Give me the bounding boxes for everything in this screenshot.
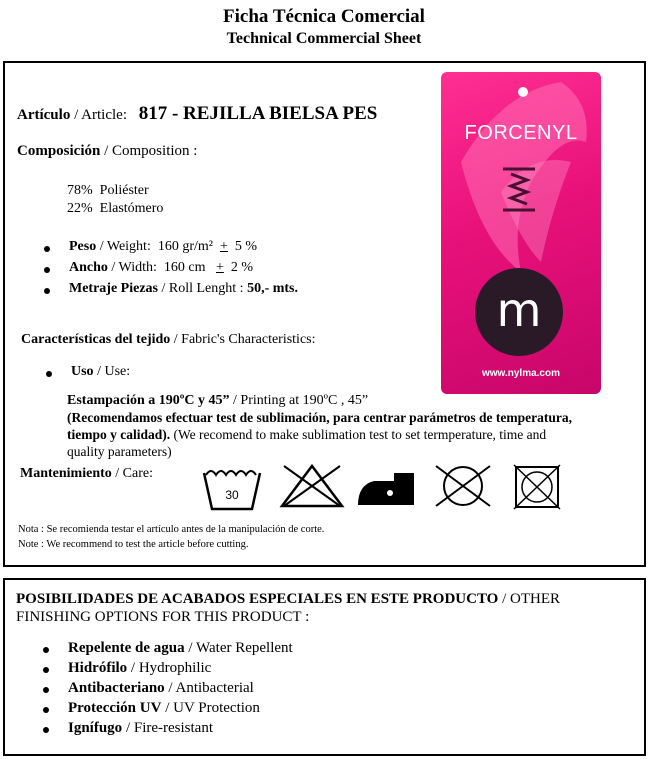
composition-heading xyxy=(17,143,197,160)
spec-width xyxy=(69,260,253,276)
no-dry-clean-icon xyxy=(432,463,494,509)
spec-label-en: / Roll Lenght : xyxy=(158,281,248,296)
bullet xyxy=(43,727,49,733)
bullet xyxy=(44,246,50,252)
finishing-title-line-2: FINISHING OPTIONS FOR THIS PRODUCT : xyxy=(16,609,310,625)
article-label-es: Artículo xyxy=(17,107,71,123)
composition-pct: 78% xyxy=(67,183,93,198)
finishing-item xyxy=(68,660,211,677)
finishing-item xyxy=(68,640,293,657)
spec-value: 160 gr/m² xyxy=(157,239,213,254)
recommend-line-1 xyxy=(67,410,572,426)
finishing-en: / Antibacterial xyxy=(164,680,254,696)
finishing-en: / Fire-resistant xyxy=(122,720,214,736)
characteristics-heading xyxy=(21,332,316,348)
care-label-es: Mantenimiento xyxy=(20,466,112,481)
tag-hole xyxy=(518,87,528,97)
spec-label-es: Peso xyxy=(69,239,97,254)
printing-es: Estampación a 190ºC y 45” xyxy=(67,393,230,408)
page-title: Ficha Técnica Comercial xyxy=(223,6,425,27)
composition-item xyxy=(67,183,149,199)
spec-roll-length xyxy=(69,281,298,297)
iron-icon xyxy=(354,463,418,509)
use-line xyxy=(71,364,130,380)
no-bleach-icon xyxy=(278,463,346,509)
finishing-item xyxy=(68,680,254,697)
recommend-en-3: quality parameters) xyxy=(67,444,172,459)
tag-graphic xyxy=(441,72,601,394)
composition-name: Elastómero xyxy=(99,201,164,216)
wash-30-icon xyxy=(202,463,262,513)
recommend-es-2: tiempo y calidad). xyxy=(67,427,171,442)
finishing-en: / Hydrophilic xyxy=(127,660,212,676)
finishing-en: / Water Repellent xyxy=(184,640,293,656)
bullet xyxy=(43,667,49,673)
finishing-title-line-1 xyxy=(16,591,560,608)
spec-label-es: Metraje Piezas xyxy=(69,281,158,296)
bullet xyxy=(43,647,49,653)
printing-line xyxy=(67,393,368,409)
tag-url: www.nylma.com xyxy=(482,368,560,379)
recommend-en-2: (We recomend to make sublimation test to set termperature, time and xyxy=(170,427,547,442)
bullet xyxy=(43,687,49,693)
finishing-item xyxy=(68,700,260,717)
article-label-en: / Article: xyxy=(70,107,127,123)
finishing-title-en-1: / OTHER xyxy=(498,591,561,607)
spec-label-en: / Weight: xyxy=(96,239,151,254)
note-en: Note : We recommend to test the article before cutting. xyxy=(18,539,249,550)
bullet xyxy=(46,371,52,377)
composition-label-es: Composición xyxy=(17,143,101,159)
tolerance-sign: + xyxy=(215,260,224,275)
bullet xyxy=(44,267,50,273)
spec-tolerance: 2 % xyxy=(230,260,254,275)
article-value: 817 - REJILLA BIELSA PES xyxy=(138,103,378,124)
composition-item xyxy=(67,201,163,217)
recommend-line-3 xyxy=(67,444,172,460)
finishing-es: Repelente de agua xyxy=(68,640,185,656)
characteristics-label-en: / Fabric's Characteristics: xyxy=(170,332,316,347)
logo-letters: m xyxy=(496,283,542,337)
finishing-es: Protección UV xyxy=(68,700,162,716)
spec-label-es: Ancho xyxy=(69,260,108,275)
bullet xyxy=(43,707,49,713)
article-line xyxy=(17,103,377,125)
care-heading xyxy=(20,466,153,482)
no-tumble-dry-icon xyxy=(512,463,562,511)
finishing-en: / UV Protection xyxy=(161,700,260,716)
wash-temp-label: 30 xyxy=(225,488,239,502)
page-subtitle: Technical Commercial Sheet xyxy=(226,30,422,47)
use-label-en: / Use: xyxy=(93,364,131,379)
characteristics-label-es: Características del tejido xyxy=(21,332,171,347)
finishing-es: Ignífugo xyxy=(68,720,123,736)
tag-brand: FORCENYL xyxy=(464,122,578,144)
care-label-en: / Care: xyxy=(111,466,153,481)
printing-en: / Printing at 190ºC , 45” xyxy=(229,393,369,408)
note-es: Nota : Se recomienda testar el artículo antes de la manipulación de corte. xyxy=(18,524,325,535)
use-label-es: Uso xyxy=(71,364,94,379)
recommend-line-2 xyxy=(67,427,546,443)
spec-value: 50,- mts. xyxy=(247,281,298,296)
bullet xyxy=(44,288,50,294)
finishing-title-es: POSIBILIDADES DE ACABADOS ESPECIALES EN ESTE PRODUCTO xyxy=(16,591,499,607)
composition-name: Poliéster xyxy=(99,183,149,198)
finishing-item xyxy=(68,720,213,737)
composition-label-en: / Composition : xyxy=(100,143,198,159)
finishing-es: Antibacteriano xyxy=(68,680,165,696)
spec-weight xyxy=(69,239,257,255)
composition-pct: 22% xyxy=(67,201,93,216)
finishing-es: Hidrófilo xyxy=(68,660,128,676)
recommend-es-1: (Recomendamos efectuar test de sublimación, para centrar parámetros de temperatura, xyxy=(67,410,573,425)
spec-value: 160 cm xyxy=(163,260,206,275)
spec-label-en: / Width: xyxy=(107,260,157,275)
spec-tolerance: 5 % xyxy=(234,239,258,254)
product-tag-image xyxy=(441,72,601,394)
tolerance-sign: + xyxy=(219,239,228,254)
